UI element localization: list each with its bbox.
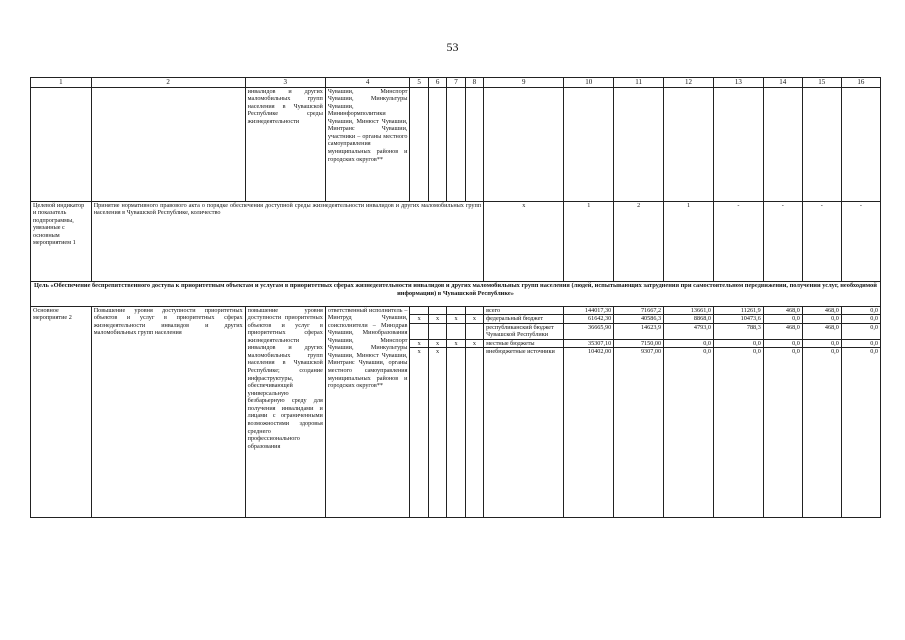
funding-value: 0,0 — [763, 348, 802, 518]
funding-value: 468,0 — [802, 306, 841, 315]
funding-value: 0,0 — [841, 306, 880, 315]
indicator-value: 2 — [614, 201, 664, 281]
col-number: 5 — [410, 78, 428, 88]
funding-source: местные бюджеты — [484, 339, 564, 348]
indicator-text: Принятие нормативного правового акта о порядке обеспечения доступной среды жизнедеятельности инвалидов и других маломобильных групп населения в Чувашской Республике, количество — [91, 201, 483, 281]
funding-value: 40586,3 — [614, 315, 664, 324]
funding-value: 36665,90 — [564, 323, 614, 339]
measure-title: Повышение уровня доступности приоритетных объектов и услуг в приоритетных сферах жизнедеятельности инвалидов и других маломобильных групп населения — [91, 306, 245, 518]
code-cell — [447, 348, 465, 518]
funding-value: 0,0 — [802, 348, 841, 518]
code-cell — [428, 323, 446, 339]
funding-value: 10473,6 — [713, 315, 763, 324]
col-number: 7 — [447, 78, 465, 88]
indicator-row — [31, 201, 881, 281]
funding-value: 0,0 — [841, 315, 880, 324]
code-cell — [410, 323, 428, 339]
col-number: 13 — [713, 78, 763, 88]
code-cell — [410, 306, 428, 315]
goal-heading: Цель «Обеспечение беспрепятственного доступа к приоритетным объектам и услугам в приоритетных сферах жизнедеятельности инвалидов и других маломобильных групп населения (людей, испытывающих затруднения при самостоятельном передвижении, получении услуг, необходимой информации) в Чувашской Республике» — [31, 281, 881, 306]
col-number: 2 — [91, 78, 245, 88]
indicator-value: - — [802, 201, 841, 281]
col-number: 14 — [763, 78, 802, 88]
funding-value: 0,0 — [664, 348, 714, 518]
funding-value: 35307,10 — [564, 339, 614, 348]
col-number: 4 — [325, 78, 410, 88]
code-cell: x — [428, 348, 446, 518]
funding-value: 11261,9 — [713, 306, 763, 315]
indicator-value: - — [763, 201, 802, 281]
code-cell: x — [410, 339, 428, 348]
code-cell — [447, 323, 465, 339]
funding-value: 9307,00 — [614, 348, 664, 518]
code-cell — [428, 306, 446, 315]
continuation-row — [31, 87, 881, 201]
funding-value: 788,3 — [713, 323, 763, 339]
col-number: 11 — [614, 78, 664, 88]
measure-executors: ответственный исполнитель – Минтруд Чувашии, соисполнители – Минздрав Чувашии, Минобразования Чувашии, Минспорт Чувашии, Минкультуры Чувашии, Минюст Чувашии, Минтранс Чувашии, органы местного самоуправления муниципальных районов и городских округов** — [325, 306, 410, 518]
program-table — [30, 77, 881, 518]
funding-value: 0,0 — [841, 323, 880, 339]
funding-source: республиканский бюджет Чувашской Республики — [484, 323, 564, 339]
funding-source: всего — [484, 306, 564, 315]
goal-row — [31, 281, 881, 306]
funding-value: 144017,30 — [564, 306, 614, 315]
funding-source: внебюджетные источники — [484, 348, 564, 518]
col-number: 3 — [245, 78, 325, 88]
code-cell: x — [428, 339, 446, 348]
funding-value: 0,0 — [713, 348, 763, 518]
indicator-value: 1 — [664, 201, 714, 281]
col-number: 9 — [484, 78, 564, 88]
funding-value: 0,0 — [802, 315, 841, 324]
funding-value: 8868,0 — [664, 315, 714, 324]
funding-value: 0,0 — [713, 339, 763, 348]
code-cell — [465, 348, 483, 518]
code-cell: x — [465, 315, 483, 324]
funding-value: 7150,00 — [614, 339, 664, 348]
code-cell — [465, 323, 483, 339]
code-cell: x — [410, 348, 428, 518]
funding-value: 10402,00 — [564, 348, 614, 518]
col-number: 1 — [31, 78, 92, 88]
col-number: 6 — [428, 78, 446, 88]
page-number: 53 — [446, 40, 459, 54]
funding-value: 14623,9 — [614, 323, 664, 339]
funding-value: 61642,30 — [564, 315, 614, 324]
code-cell — [465, 306, 483, 315]
indicator-value: - — [713, 201, 763, 281]
funding-value: 468,0 — [763, 323, 802, 339]
code-cell: x — [465, 339, 483, 348]
measure-number: Основное мероприятие 2 — [31, 306, 92, 518]
executors-continued: Чувашии, Минспорт Чувашии, Минкультуры Чувашии, Мининформполитики Чувашии, Минюст Чувашии, Минтранс Чувашии, участники – органы местного самоуправления муниципальных районов и городских округов** — [325, 87, 410, 201]
measure-result: повышение уровня доступности приоритетных объектов и услуг в приоритетных сферах жизнедеятельности инвалидов и других маломобильных групп населения в Чувашской Республике; создание инфраструктуры, обеспечивающей универсальную безбарьерную среду для получения инвалидами и лицами с ограниченными возможностями здоровья среднего профессионального образования — [245, 306, 325, 518]
funding-value: 0,0 — [802, 339, 841, 348]
code-cell: x — [410, 315, 428, 324]
indicator-value: 1 — [564, 201, 614, 281]
funding-value: 0,0 — [841, 348, 880, 518]
expected-result-continued: инвалидов и других маломобильных групп населения в Чувашской Республике среды жизнедеятельности — [245, 87, 325, 201]
funding-value: 0,0 — [841, 339, 880, 348]
funding-row — [31, 306, 881, 315]
funding-value: 468,0 — [802, 323, 841, 339]
funding-value: 0,0 — [664, 339, 714, 348]
funding-value: 0,0 — [763, 315, 802, 324]
col-number: 16 — [841, 78, 880, 88]
funding-value: 71667,2 — [614, 306, 664, 315]
col-number: 15 — [802, 78, 841, 88]
col-number: 8 — [465, 78, 483, 88]
funding-value: 468,0 — [763, 306, 802, 315]
funding-source: федеральный бюджет — [484, 315, 564, 324]
funding-value: 4793,0 — [664, 323, 714, 339]
code-cell: x — [447, 339, 465, 348]
code-cell: x — [428, 315, 446, 324]
code-cell: x — [447, 315, 465, 324]
col-number: 10 — [564, 78, 614, 88]
funding-value: 13661,0 — [664, 306, 714, 315]
indicator-col9: x — [484, 201, 564, 281]
column-number-row — [31, 78, 881, 88]
indicator-label: Целевой индикатор и показатель подпрограммы, увязанные с основным мероприятием 1 — [31, 201, 92, 281]
indicator-value: - — [841, 201, 880, 281]
funding-value: 0,0 — [763, 339, 802, 348]
code-cell — [447, 306, 465, 315]
col-number: 12 — [664, 78, 714, 88]
